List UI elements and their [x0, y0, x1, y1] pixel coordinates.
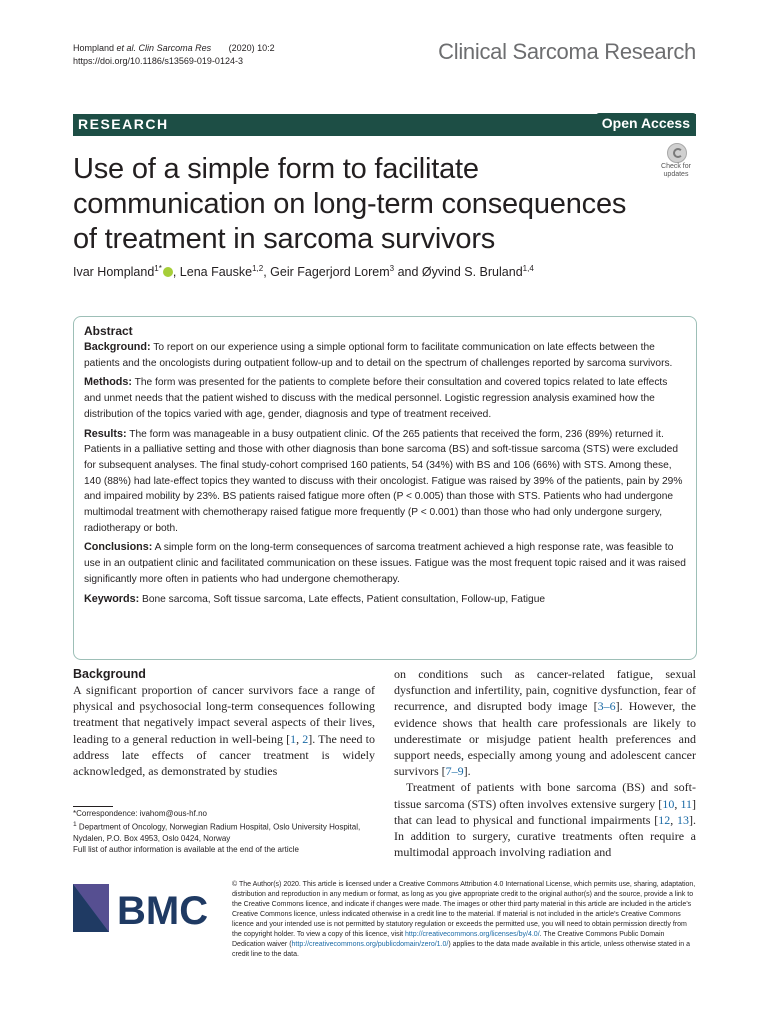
abstract-conclusions-label: Conclusions: [84, 541, 153, 554]
body-text: ]. In addition to surgery, curative treatments often require a multimodal approach involving radiation and [394, 812, 697, 860]
open-access-badge: Open Access [596, 113, 696, 133]
citation-year: (2020) 10:2 [228, 43, 275, 53]
author-name[interactable]: and Øyvind S. Bruland [394, 265, 523, 280]
author-affil: 3 [389, 264, 395, 273]
section-heading-background: Background [73, 667, 146, 681]
citation-link[interactable]: 10 [662, 796, 675, 811]
affiliation-number: 1 [73, 821, 77, 828]
license-text: ) applies to the data made available in this article, unless otherwise stated in a credit line to the data. [232, 941, 690, 958]
article-title: Use of a simple form to facilitate communication on long-term consequences of treatment in sarcoma survivors [73, 153, 627, 255]
citation-link[interactable]: 13 [677, 812, 690, 827]
author-affil: 1* [154, 264, 162, 273]
journal-name: Clinical Sarcoma Research [438, 39, 696, 64]
abstract-conclusions-text: A simple form on the long-term consequences of sarcoma treatment achieved a high response rate, was feasible to use in an outpatient clinic and facilitated communication on these issues. Fatigue was the most frequent topic raised and it was raised significantly more often in patients who had undergone chemotherapy. [84, 542, 686, 585]
abstract-results-label: Results: [84, 427, 127, 440]
author-affil: 1,4 [522, 264, 534, 273]
body-paragraph [73, 682, 375, 779]
body-text: , [670, 812, 678, 827]
citation-link[interactable]: 12 [658, 812, 671, 827]
abstract-background-label: Background: [84, 341, 151, 353]
author-list [73, 264, 534, 279]
body-paragraph [394, 779, 696, 860]
author-affil: 1,2 [252, 264, 264, 273]
body-text: A significant proportion of cancer survivors face a range of physical and psychosocial long-term consequences following treatment that negatively impact several aspects of their lives, leading to a general reduction in well-being [ [73, 683, 375, 746]
abstract-conclusions [84, 540, 686, 587]
affiliation [73, 819, 375, 844]
body-text: ] that can lead to physical and functional impairments [ [394, 796, 697, 827]
public-domain-link[interactable]: http://creativecommons.org/publicdomain/zero/1.0/ [291, 941, 449, 948]
orcid-icon[interactable] [163, 267, 173, 277]
citation-authors: Hompland [73, 43, 115, 53]
check-updates-line2: updates [663, 171, 689, 178]
author-name[interactable]: Ivar Hompland [73, 265, 155, 280]
license-text: © The Author(s) 2020. This article is licensed under a Creative Commons Attribution 4.0 International License, which permits use, sharing, adaptation, distribution and reproduction in any medium or format, as long as you give appropriate credit to the original author(s) and the source, provide a link to the Creative Commons licence, and indicate if changes were made. The images or other third party material in this article are included in the article's Creative Commons licence, unless indicated otherwise in a credit line to the material. If material is not included in the article's Creative Commons licence and your intended use is not permitted by statutory regulation or exceeds the permitted use, you will need to obtain permission directly from the copyright holder. To view a copy of this licence, visit [232, 881, 696, 938]
citation-journal: et al. Clin Sarcoma Res [116, 43, 212, 53]
correspondence: *Correspondence: ivahom@ous-hf.no [73, 809, 207, 818]
citation-link[interactable]: 2 [302, 731, 309, 746]
keywords-text: Bone sarcoma, Soft tissue sarcoma, Late effects, Patient consultation, Follow-up, Fatigue [142, 593, 546, 605]
affiliation-text: Department of Oncology, Norwegian Radium Hospital, Oslo University Hospital, Nydalen, P.O. Box 4953, Oslo 0424, Norway [73, 822, 361, 843]
body-text: ]. The need to address late effects of cancer treatment is widely acknowledged, as demonstrated by studies [73, 731, 375, 779]
abstract-methods-label: Methods: [84, 376, 132, 389]
body-right-column [394, 666, 696, 860]
citation-link[interactable]: 7–9 [445, 764, 464, 779]
abstract-methods [84, 375, 686, 422]
keywords-label: Keywords: [84, 592, 140, 605]
footnote [73, 808, 375, 855]
abstract-methods-text: The form was presented for the patients to complete before their consultation and covered topics related to late effects and unmet needs that the patient wished to discuss with the medical personnel. Logistic regression analysis examined how the distribution of the topics varied with age, gender, diagnosis and type of treatment received. [84, 377, 668, 420]
citation-link[interactable]: 3–6 [597, 699, 616, 714]
crossmark-icon [667, 143, 687, 163]
license-text: . The Creative Commons Public Domain Dedication waiver ( [232, 931, 665, 948]
footnote-divider [73, 806, 113, 807]
citation-header [73, 42, 275, 68]
author-name[interactable]: , Lena Fauske [172, 265, 253, 280]
body-left-column [73, 666, 375, 779]
abstract-keywords [84, 592, 686, 608]
abstract-background [84, 340, 686, 371]
license-link[interactable]: http://creativecommons.org/licenses/by/4.0/ [405, 931, 540, 938]
citation-link[interactable]: 11 [680, 796, 693, 811]
check-for-updates-button[interactable] [656, 143, 696, 181]
author-info-note: Full list of author information is available at the end of the article [73, 844, 299, 854]
author-name[interactable]: , Geir Fagerjord Lorem [263, 265, 390, 280]
doi-link[interactable]: https://doi.org/10.1186/s13569-019-0124-3 [73, 56, 243, 66]
bmc-logo-text: BMC [117, 889, 209, 932]
body-text: ]. However, the evidence shows that health care professionals are likely to underestimate or misjudge patient health preferences and support needs, especially among young and adolescent cancer survivors [ [394, 699, 697, 779]
article-type-label: RESEARCH [78, 116, 169, 132]
license-statement [232, 880, 696, 960]
body-text: ]. [463, 764, 471, 779]
abstract-background-text: To report on our experience using a simple optional form to facilitate communication on late effects between the patients and the oncologists during outpatient follow-up and to detail on the spectrum of challenges reported by sarcoma survivors. [84, 342, 673, 369]
abstract-results [84, 427, 686, 537]
abstract-heading: Abstract [84, 324, 133, 338]
abstract-box [73, 316, 697, 660]
body-paragraph [394, 666, 696, 779]
abstract-results-text: The form was manageable in a busy outpatient clinic. Of the 265 patients that received the form, 236 (89%) returned it. Patients in a palliative setting and those with other diagnosis than bone sarcoma (BS) and soft-tissue sarcoma (STS) were excluded for subsequent analyses. The final study-cohort comprised 160 patients, 54 (34%) with BS and 106 (66%) with STS. Among these, 140 (88%) had late-effect topics they wanted to discuss with their oncologist. Fatigue was raised by 39% of the patients, pain by 29% and impaired mobility by 23%. BS patients raised fatigue more often (P < 0.005) than those with STS. Patients who had undergone multimodal treatment with chemotherapy raised fatigue more frequently (P < 0.001) than those who had only undergone surgery, radiotherapy or both. [84, 428, 683, 534]
bmc-logo [73, 884, 217, 932]
body-text: Treatment of patients with bone sarcoma (BS) and soft-tissue sarcoma (STS) often involves extensive surgery [ [394, 780, 696, 811]
body-text: , [296, 731, 303, 746]
body-text: , [674, 796, 681, 811]
citation-link[interactable]: 1 [290, 731, 297, 746]
body-text: on conditions such as cancer-related fatigue, sexual dysfunction and infertility, pain, cognitive dysfunction, fear of recurrence, and disrupted body image [ [394, 667, 696, 714]
check-updates-line1: Check for [661, 163, 691, 170]
